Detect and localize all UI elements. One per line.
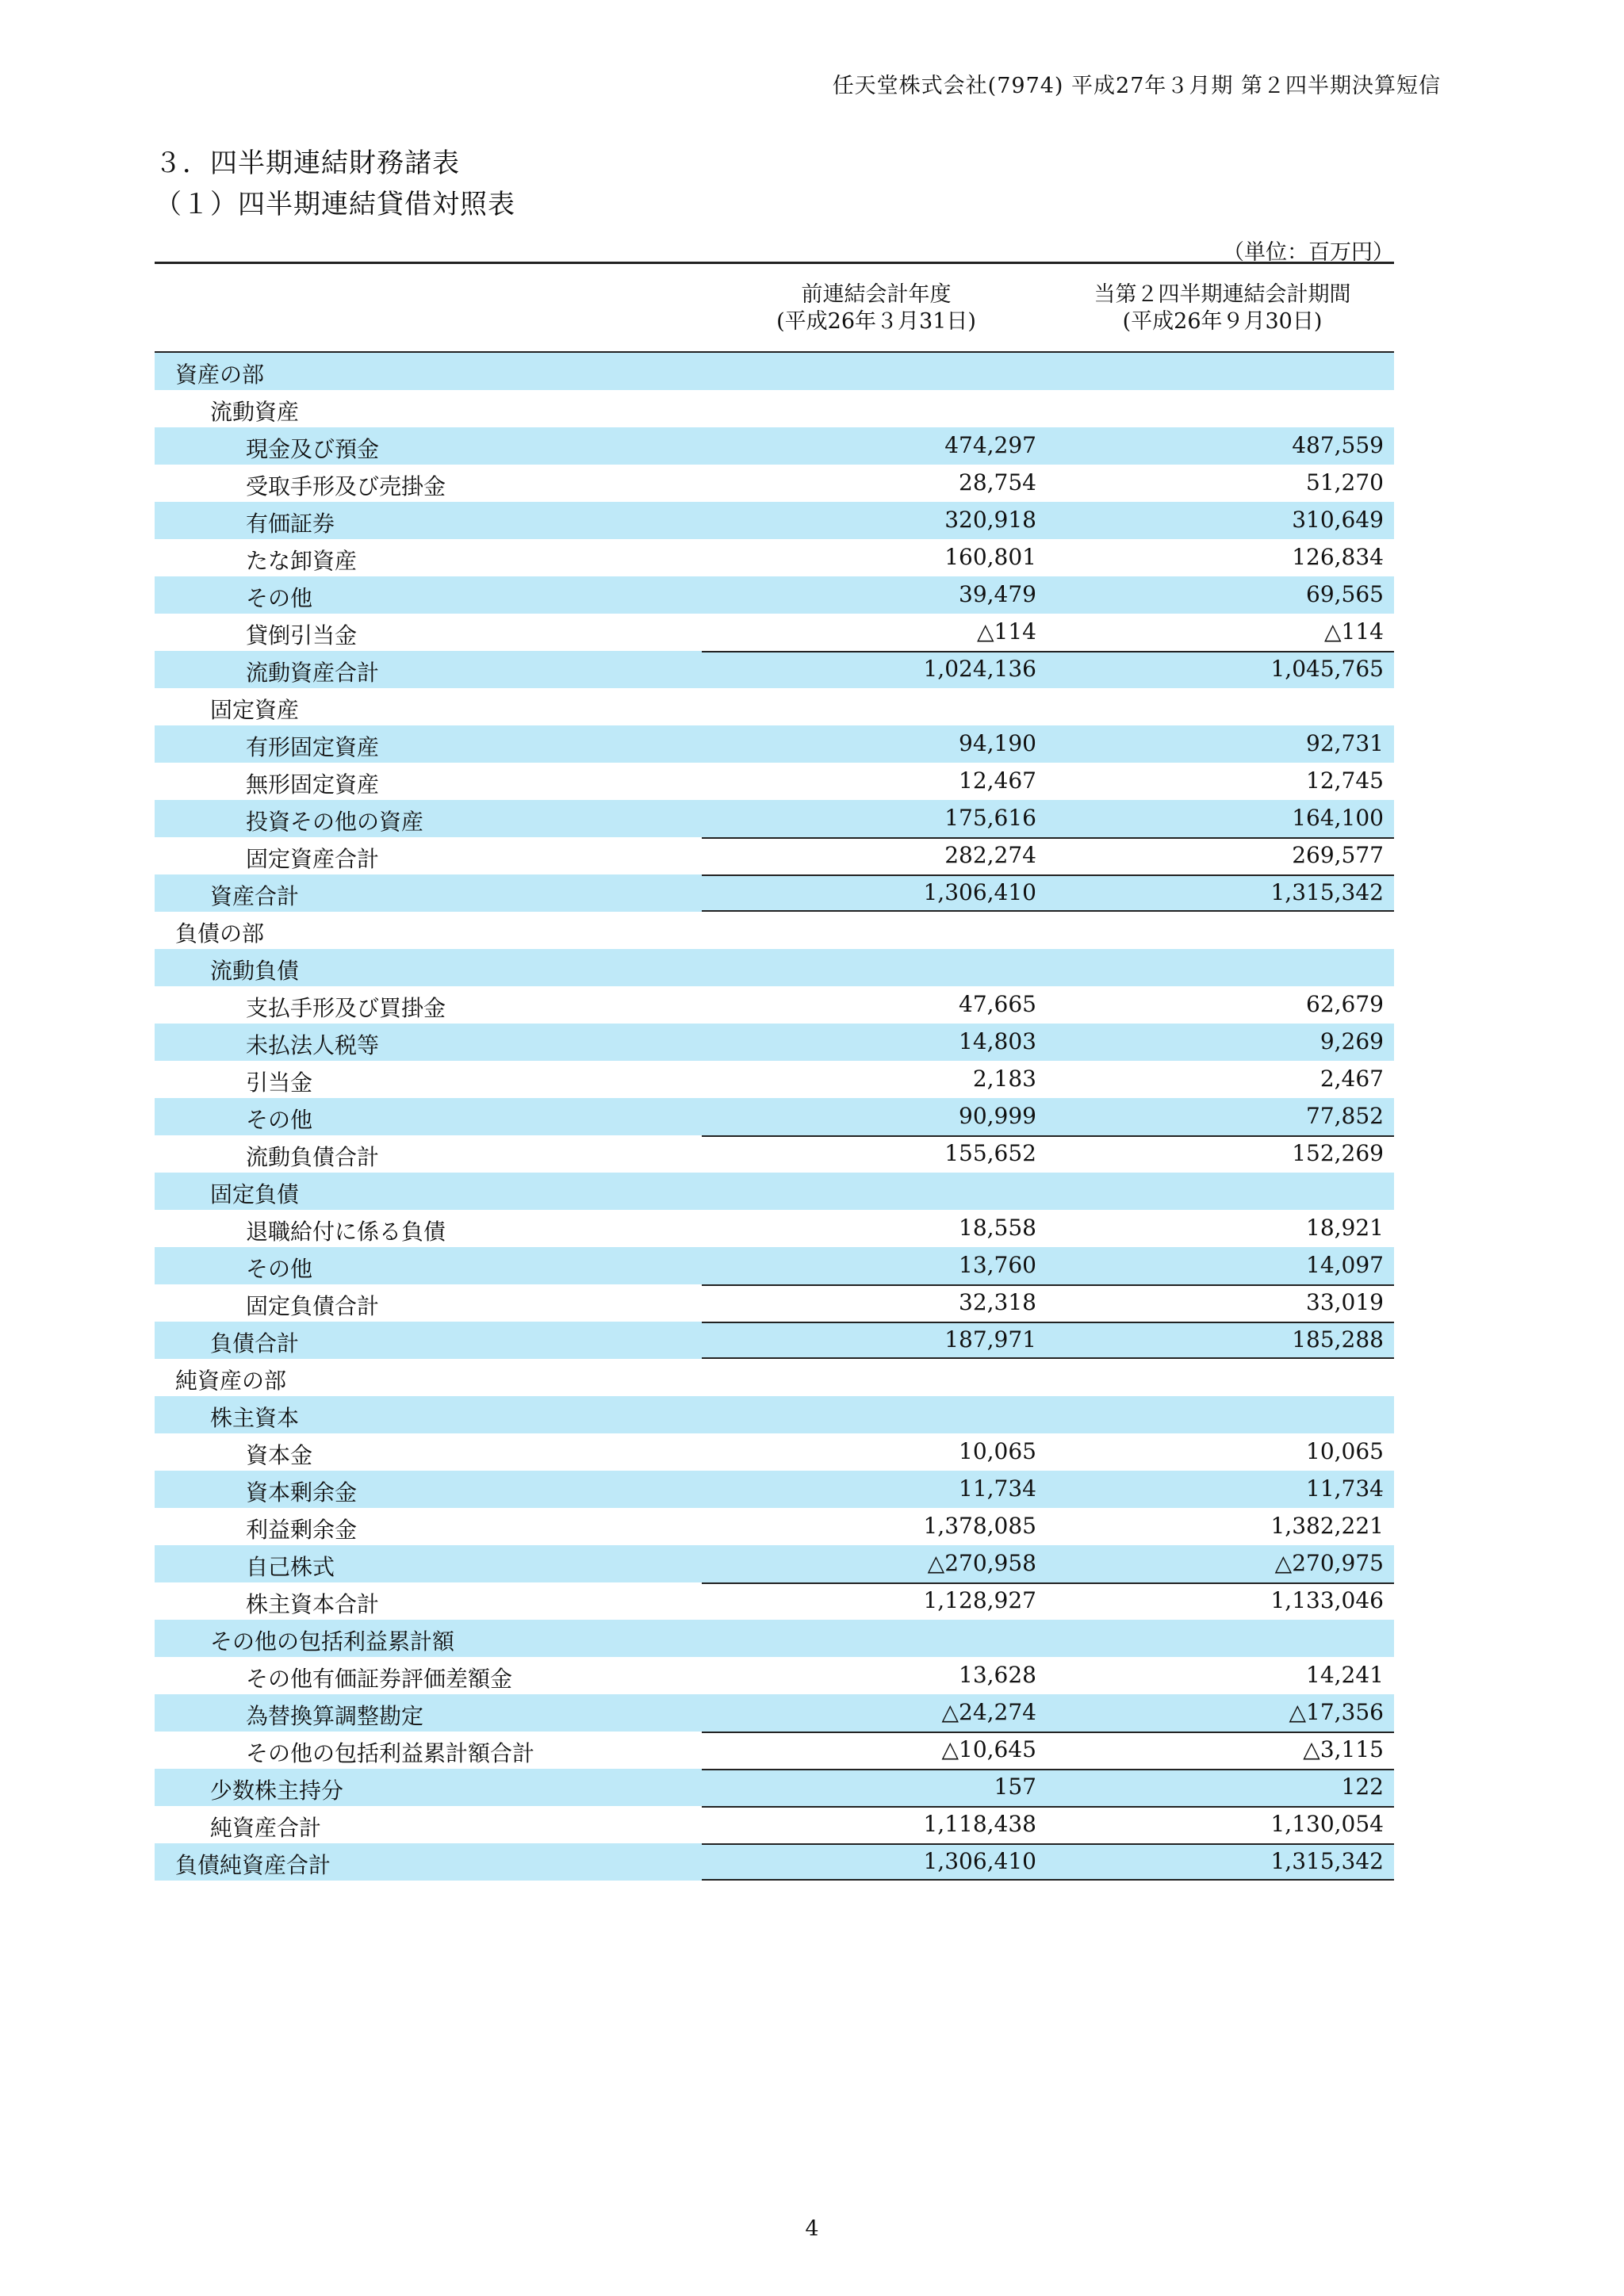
total-rule [702,1806,1051,1808]
value-current: △17,356 [1289,1699,1384,1725]
subtotal-rule [702,1582,1051,1584]
value-prior: 94,190 [959,730,1036,756]
column-header-prior-year [702,281,1051,335]
value-prior: 1,118,438 [923,1811,1036,1837]
row-label: 純資産合計 [210,1815,322,1841]
row-label: その他の包括利益累計額 [210,1628,455,1655]
value-current: 1,315,342 [1270,879,1384,905]
column-header-date: (平成26年９月30日) [1122,309,1323,334]
value-prior: 28,754 [959,469,1036,496]
subtotal-rule [702,1284,1051,1286]
column-header-line: 当第２四半期連結会計期間 [1094,282,1351,307]
table-row [155,949,1394,986]
table-row [155,1098,1394,1135]
total-rule [1051,874,1394,876]
value-current: 1,045,765 [1270,656,1384,682]
value-prior: 2,183 [972,1066,1036,1092]
row-label: 流動資産合計 [246,660,380,686]
row-label: 有形固定資産 [246,734,380,760]
row-label: 固定資産 [210,697,300,723]
row-label: 投資その他の資産 [246,809,424,835]
value-prior: 90,999 [959,1103,1036,1129]
value-prior: △10,645 [941,1736,1036,1762]
table-row [155,1508,1394,1545]
row-label: 流動資産 [210,399,300,425]
table-row [155,1359,1394,1396]
value-current: 164,100 [1292,805,1384,831]
value-prior: 10,065 [959,1438,1036,1464]
total-rule [702,1879,1051,1881]
value-current: 152,269 [1292,1140,1384,1166]
row-label: 負債の部 [175,920,265,947]
table-row [155,539,1394,576]
value-prior: 1,378,085 [923,1513,1036,1539]
value-current: 14,097 [1306,1252,1384,1278]
total-rule [1051,1879,1394,1881]
subtotal-rule [1051,1769,1394,1770]
value-current: 185,288 [1292,1326,1384,1353]
table-row [155,502,1394,539]
row-label: 純資産の部 [175,1368,287,1394]
value-current: 12,745 [1306,767,1384,794]
row-label: 無形固定資産 [246,771,380,798]
table-row-subtotal [155,1284,1394,1322]
column-header-line: 前連結会計年度 [801,282,952,307]
row-label: たな卸資産 [246,548,358,574]
table-row [155,1024,1394,1061]
value-current: 92,731 [1306,730,1384,756]
value-prior: 155,652 [944,1140,1036,1166]
column-header [155,264,1394,353]
row-label: 固定負債合計 [246,1293,380,1319]
value-prior: 282,274 [944,842,1036,868]
table-row [155,1471,1394,1508]
row-label: 現金及び預金 [246,436,380,462]
table-row [155,1769,1394,1806]
value-prior: 12,467 [959,767,1036,794]
table-row [155,1433,1394,1471]
subtotal-rule [1051,1732,1394,1733]
subtotal-rule [702,1135,1051,1137]
table-row [155,688,1394,725]
subtotal-rule [702,837,1051,839]
value-prior: △114 [977,618,1036,645]
row-label: 固定資産合計 [246,846,380,872]
subtotal-rule [1051,1582,1394,1584]
table-row-subtotal [155,1582,1394,1620]
value-prior: 157 [994,1774,1036,1800]
value-prior: 1,306,410 [923,1848,1036,1874]
value-prior: 320,918 [944,507,1036,533]
value-prior: 47,665 [959,991,1036,1017]
unit-note: （単位：百万円） [1223,240,1394,265]
row-label: 有価証券 [246,511,335,537]
row-label: その他 [246,1256,313,1282]
row-label: 固定負債 [210,1181,300,1207]
row-label: 株主資本合計 [246,1591,380,1617]
column-header-date: (平成26年３月31日) [776,309,976,334]
value-current: 1,382,221 [1270,1513,1384,1539]
table-row [155,1545,1394,1582]
table-row [155,1694,1394,1732]
table-row [155,1657,1394,1694]
value-prior: 14,803 [959,1028,1036,1054]
subtotal-rule [702,1732,1051,1733]
subtotal-rule [702,1769,1051,1770]
table-row [155,1210,1394,1247]
table-row [155,614,1394,651]
table-row [155,800,1394,837]
table-row [155,1173,1394,1210]
section-title: ３．四半期連結財務諸表 [155,147,460,179]
value-current: 122 [1341,1774,1384,1800]
value-current: △3,115 [1303,1736,1384,1762]
table-row-subtotal [155,651,1394,688]
value-prior: 1,306,410 [923,879,1036,905]
total-rule [702,1322,1051,1323]
value-prior: △270,958 [927,1550,1036,1576]
row-label: 未払法人税等 [246,1032,380,1058]
row-label: 支払手形及び買掛金 [246,995,446,1021]
table-row [155,1620,1394,1657]
row-label: その他の包括利益累計額合計 [246,1740,535,1766]
column-header-current-quarter [1051,281,1394,335]
row-label: 為替換算調整勘定 [246,1703,424,1729]
value-current: 310,649 [1292,507,1384,533]
total-rule [1051,1843,1394,1845]
subtotal-rule [1051,1135,1394,1137]
table-row [155,353,1394,390]
value-current: △114 [1324,618,1384,645]
table-row [155,390,1394,427]
table-row [155,725,1394,763]
value-current: 69,565 [1306,581,1384,607]
table-row [155,912,1394,949]
value-prior: 474,297 [944,432,1036,458]
row-label: 流動負債合計 [246,1144,380,1170]
value-current: 10,065 [1306,1438,1384,1464]
table-row-total [155,1806,1394,1843]
value-prior: 175,616 [944,805,1036,831]
total-rule [702,874,1051,876]
row-label: 資産の部 [175,362,265,388]
row-label: 少数株主持分 [210,1777,344,1804]
value-current: 33,019 [1306,1289,1384,1315]
row-label: 利益剰余金 [246,1517,358,1543]
value-current: 9,269 [1320,1028,1384,1054]
row-label: 受取手形及び売掛金 [246,473,446,499]
row-label: 株主資本 [210,1405,300,1431]
total-rule [702,1843,1051,1845]
value-current: △270,975 [1274,1550,1384,1576]
value-current: 14,241 [1306,1662,1384,1688]
value-current: 77,852 [1306,1103,1384,1129]
table-title: （１）四半期連結貸借対照表 [155,189,515,220]
value-prior: 160,801 [944,544,1036,570]
table-row [155,763,1394,800]
value-prior: 13,628 [959,1662,1036,1688]
table-row [155,465,1394,502]
value-prior: 1,024,136 [923,656,1036,682]
row-label: その他 [246,585,313,611]
row-label: 退職給付に係る負債 [246,1219,446,1245]
table-row [155,1247,1394,1284]
subtotal-rule [1051,651,1394,652]
row-label: 資産合計 [210,883,300,909]
row-label: 貸倒引当金 [246,622,358,649]
value-current: 62,679 [1306,991,1384,1017]
table-row [155,1061,1394,1098]
page-header: 任天堂株式会社(7974) 平成27年３月期 第２四半期決算短信 [832,74,1441,98]
table-row-total [155,874,1394,912]
value-prior: 18,558 [959,1215,1036,1241]
row-label: 資本剰余金 [246,1479,358,1506]
subtotal-rule [1051,1284,1394,1286]
table-row-total [155,1322,1394,1359]
balance-sheet-table [155,262,1394,1881]
subtotal-rule [702,651,1051,652]
table-row-subtotal [155,1732,1394,1769]
total-rule [1051,1322,1394,1323]
row-label: 負債純資産合計 [175,1852,331,1878]
value-current: 11,734 [1306,1475,1384,1502]
value-current: 126,834 [1292,544,1384,570]
table-row-subtotal [155,837,1394,874]
row-label: その他 [246,1107,313,1133]
value-prior: △24,274 [941,1699,1036,1725]
value-prior: 13,760 [959,1252,1036,1278]
row-label: 引当金 [246,1070,313,1096]
value-prior: 187,971 [944,1326,1036,1353]
value-current: 51,270 [1306,469,1384,496]
row-label: 自己株式 [246,1554,335,1580]
table-row [155,986,1394,1024]
table-row-subtotal [155,1135,1394,1173]
value-prior: 11,734 [959,1475,1036,1502]
value-current: 269,577 [1292,842,1384,868]
table-row [155,576,1394,614]
value-current: 1,133,046 [1270,1587,1384,1613]
row-label: 流動負債 [210,958,300,984]
row-label: その他有価証券評価差額金 [246,1666,513,1692]
table-row [155,427,1394,465]
value-current: 487,559 [1292,432,1384,458]
value-prior: 32,318 [959,1289,1036,1315]
value-prior: 1,128,927 [923,1587,1036,1613]
value-current: 2,467 [1320,1066,1384,1092]
value-current: 18,921 [1306,1215,1384,1241]
table-row [155,1396,1394,1433]
table-body [155,353,1394,1881]
row-label: 負債合計 [210,1330,300,1357]
row-label: 資本金 [246,1442,313,1468]
value-current: 1,130,054 [1270,1811,1384,1837]
value-current: 1,315,342 [1270,1848,1384,1874]
table-row-grand-total [155,1843,1394,1881]
value-prior: 39,479 [959,581,1036,607]
page-number: 4 [805,2217,819,2241]
total-rule [1051,1806,1394,1808]
subtotal-rule [1051,837,1394,839]
